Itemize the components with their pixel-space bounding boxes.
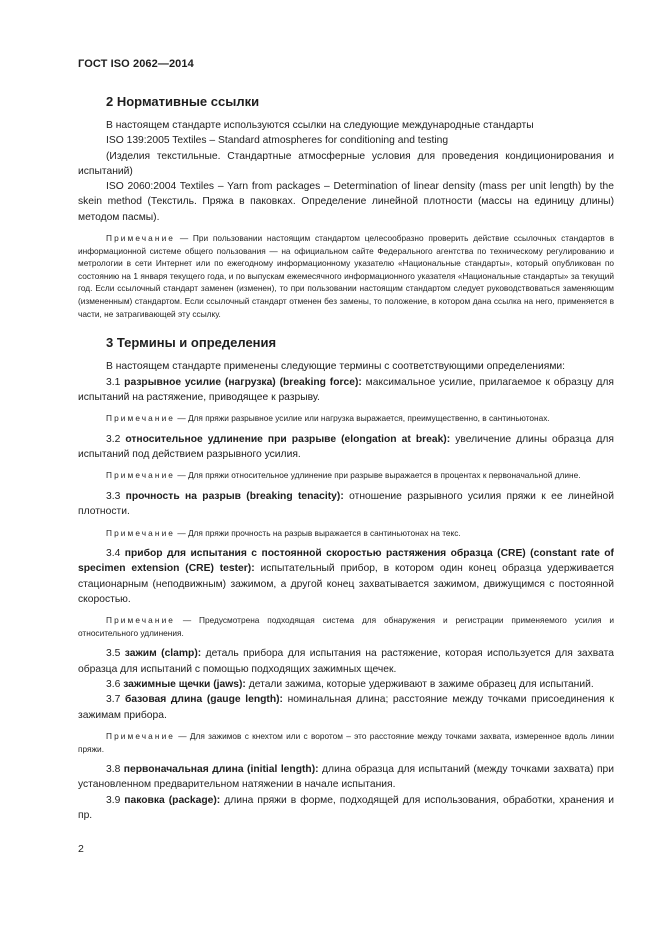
term-definition: увеличение длины образца для испытаний под действием разрывного усилия. xyxy=(78,433,614,461)
section-3-title: 3 Термины и определения xyxy=(106,335,277,351)
term-name: относительное удлинение при разрыве (elongation at break): xyxy=(125,433,451,445)
note-text: — Предусмотрена подходящая система для обнаружения и регистрации применяемого усилия и относительного удлинения. xyxy=(78,615,614,638)
note-text: — При пользовании настоящим стандартом целесообразно проверить действие ссылочных стандартов в информационной системе общего пользования — на официальном сайте Федерального агентства по техническому регулированию и метрологии в сети Интернет или по ежегодному информационному указателю «Национальные стандарты», который опубликован по состоянию на 1 января текущего года, и по выпускам ежемесячного информационного указателя «Национальные стандарты» за текущий год. Если ссылочный стандарт заменен (изменен), то при пользовании настоящим стандартом следует руководствоваться заменяющим (измененным) стандартом. Если ссылочный стандарт отменен без замены, то положение, в котором дана ссылка на него, применяется в части, не затрагивающей эту ссылку. xyxy=(78,233,614,319)
term-name: зажим (clamp): xyxy=(124,648,202,660)
note-text: — Для пряжи прочность на разрыв выражается в сантиньютонах на текс. xyxy=(175,527,461,538)
term-name: прибор для испытания с постоянной скоростью растяжения образца (CRE) (constant rate of specimen extension (CRE) tester): xyxy=(78,548,614,575)
term-3-2 xyxy=(78,432,614,463)
note-label: Примечание xyxy=(106,413,176,424)
term-3-4 xyxy=(78,546,614,607)
term-3-3 xyxy=(78,489,614,520)
page-number: 2 xyxy=(78,843,84,855)
term-3-4-note xyxy=(78,614,614,639)
term-name: зажимные щечки (jaws): xyxy=(123,679,246,691)
note-label: Примечание xyxy=(106,527,176,538)
term-3-3-note xyxy=(78,527,614,540)
note-text: — Для пряжи разрывное усилие или нагрузка выражается, преимущественно, в сантиньютонах. xyxy=(175,413,550,424)
term-3-7 xyxy=(78,692,614,723)
term-definition: детали зажима, которые удерживают в зажиме образец для испытаний. xyxy=(245,679,594,691)
s2-paragraph-1: В настоящем стандарте используются ссылки на следующие международные стандарты xyxy=(106,120,534,131)
term-number: 3.5 xyxy=(106,648,125,660)
term-number: 3.7 xyxy=(106,694,125,706)
term-number: 3.1 xyxy=(106,376,125,388)
note-text: — Для зажимов с кнехтом или с воротом – это расстояние между точками захвата, измеренное вдоль линии пряжи. xyxy=(78,730,614,754)
term-definition: максимальное усилие, прилагаемое к образцу для испытаний на растяжение, приводящее к разрыву. xyxy=(78,376,614,403)
s2-paragraph-4: ISO 2060:2004 Textiles – Yarn from packages – Determination of linear density (mass per unit length) by the skein method (Текстиль. Пряжа в паковках. Определение линейной плотности (массы на единицу длины) методом пасмы). xyxy=(78,181,614,223)
term-definition: длина образца для испытаний (между точками захвата) при установленном предварительном натяжении в начале испытания. xyxy=(78,764,615,791)
term-3-1 xyxy=(78,375,614,406)
term-name: первоначальная длина (initial length): xyxy=(123,764,319,776)
document-header: ГОСТ ISO 2062—2014 xyxy=(78,58,194,70)
term-name: паковка (package): xyxy=(124,794,221,806)
term-number: 3.3 xyxy=(106,490,126,502)
note-text: — Для пряжи относительное удлинение при разрыве выражается в процентах к первоначальной длине. xyxy=(175,470,581,481)
s2-paragraph-3: (Изделия текстильные. Стандартные атмосферные условия для проведения кондиционирования и испытаний) xyxy=(78,150,614,177)
section-2-title: 2 Нормативные ссылки xyxy=(106,94,260,109)
term-definition: отношение разрывного усилия пряжи к ее линейной плотности. xyxy=(78,490,614,518)
term-number: 3.4 xyxy=(106,548,125,560)
s3-intro: В настоящем стандарте применены следующие термины с соответствующими определениями: xyxy=(106,361,566,373)
term-name: базовая длина (gauge length): xyxy=(124,694,283,706)
term-definition: длина пряжи в форме, подходящей для использования, обработки, хранения и пр. xyxy=(78,794,615,822)
term-3-9 xyxy=(78,793,614,824)
s2-note xyxy=(78,232,614,320)
note-label: Примечание xyxy=(106,615,176,626)
term-3-5 xyxy=(78,646,614,677)
term-definition: деталь прибора для испытания на растяжение, которая используется для захвата образца для испытаний с помощью подходящих зажимных щечек. xyxy=(78,648,614,675)
term-number: 3.2 xyxy=(106,433,126,445)
term-3-1-note xyxy=(78,412,614,425)
term-3-8 xyxy=(78,762,614,793)
page-content xyxy=(78,93,614,823)
note-label: Примечание xyxy=(106,730,176,741)
term-3-7-note xyxy=(78,730,614,755)
term-number: 3.6 xyxy=(106,679,124,691)
term-name: разрывное усилие (нагрузка) (breaking force): xyxy=(124,376,362,388)
term-3-2-note xyxy=(78,469,614,482)
term-number: 3.9 xyxy=(106,794,125,806)
s2-paragraph-2: ISO 139:2005 Textiles – Standard atmospheres for conditioning and testing xyxy=(106,135,449,147)
term-number: 3.8 xyxy=(106,764,124,776)
term-definition: номинальная длина; расстояние между точками присоединения к зажимам прибора. xyxy=(78,694,614,721)
term-3-6 xyxy=(78,677,614,692)
note-label: Примечание xyxy=(106,470,176,481)
term-definition: испытательный прибор, в котором один конец образца удерживается стационарным (неподвижным) зажимом, а другой конец захватывается зажимом, движущимся с постоянной скоростью. xyxy=(78,563,614,605)
note-label: Примечание xyxy=(106,233,176,244)
term-name: прочность на разрыв (breaking tenacity): xyxy=(125,490,344,502)
